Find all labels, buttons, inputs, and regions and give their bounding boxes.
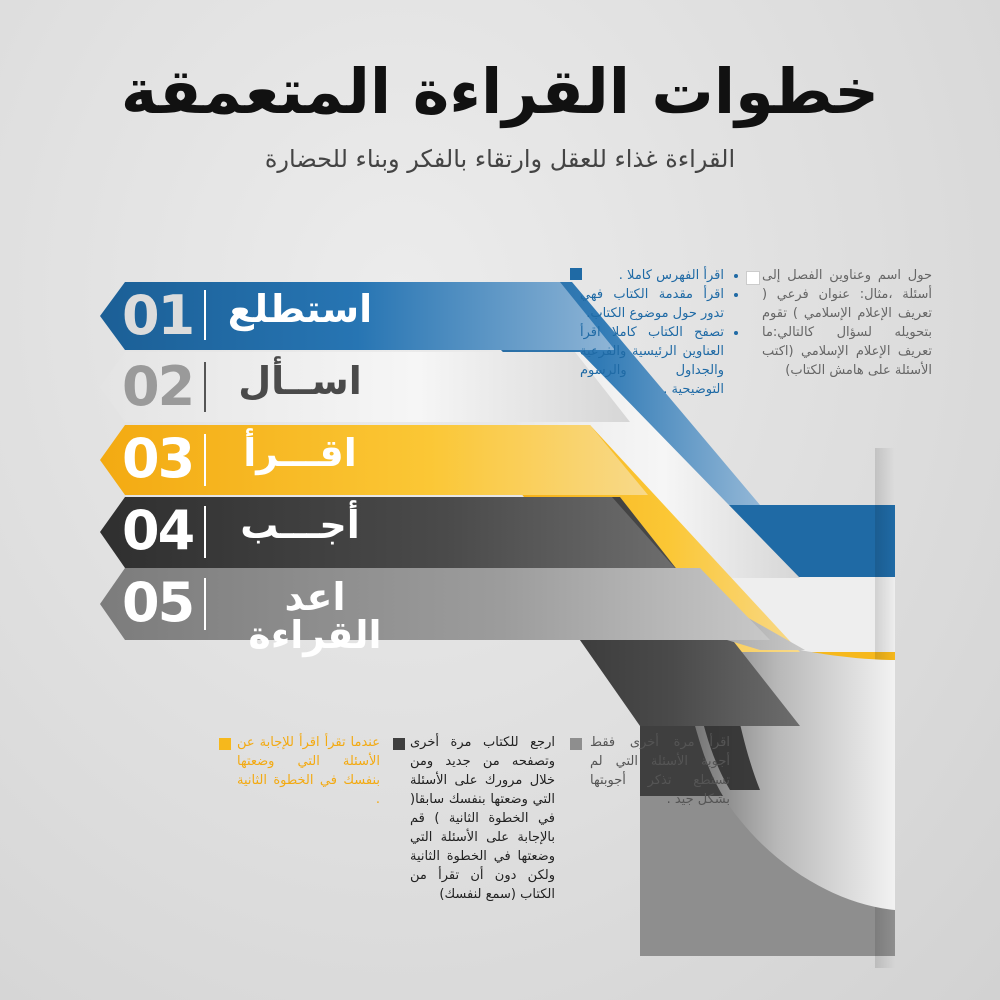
step-label-02: اســأل — [238, 359, 362, 403]
note-read: عندما تقرأ اقرأ للإجابة عن الأسئلة التي وضعتها بنفسك في الخطوة الثانية . — [237, 735, 380, 807]
step-number-03: 03 — [122, 427, 194, 490]
page-subtitle: القراءة غذاء للعقل وارتقاء بالفكر وبناء للحضارة — [264, 145, 736, 173]
note-survey — [580, 266, 738, 399]
page-title: خطوات القراءة المتعمقة — [120, 55, 880, 128]
step-number-02: 02 — [122, 355, 194, 418]
note-survey-item: • تصفح الكتاب كاملا اقرأ العناوين الرئيسية والفرعية والجداول والرسوم التوضيحية . — [580, 323, 724, 399]
note-reread: اقرأ مرة أخرى فقط أجوبة الأسئلة التي لم تستطع تذكر أجوبتها بشكل جيد . — [590, 735, 730, 807]
step-label-05: اعد القراءة — [248, 575, 382, 657]
note-white-marker — [746, 271, 760, 285]
note-yellow-marker — [219, 738, 231, 750]
note-dark-marker — [393, 738, 405, 750]
step-number-04: 04 — [122, 499, 194, 562]
step-number-01: 01 — [122, 284, 194, 347]
note-survey-item: • اقرأ الفهرس كاملا . — [580, 266, 724, 285]
note-survey-item: • اقرأ مقدمة الكتاب فهي تدور حول موضوع الكتاب. — [580, 285, 724, 323]
step-number-05: 05 — [122, 571, 194, 634]
step-label-03: اقـــرأ — [243, 431, 357, 475]
note-question: حول اسم وعناوين الفصل إلى أسئلة ،مثال: عنوان فرعي ( تعريف الإعلام الإسلامي ) تقوم بتحويله لسؤال كالتالي:ما تعريف الإعلام الإسلامي (اكتب الأسئلة على هامش الكتاب) — [762, 268, 932, 378]
note-gray-marker — [570, 738, 582, 750]
step-label-01: استطلع — [227, 287, 373, 331]
note-answer: ارجع للكتاب مرة أخرى وتصفحه من جديد ومن خلال مرورك على الأسئلة التي وضعتها بنفسك سابقا( في الخطوة الثانية ) قم بالإجابة على الأسئلة التي وضعتها في الخطوة الثانية ولكن دون أن تقرأ من الكتاب (سمع لنفسك) — [410, 735, 555, 902]
step-label-04: أجـــب — [240, 503, 360, 547]
band-05 — [100, 568, 770, 640]
